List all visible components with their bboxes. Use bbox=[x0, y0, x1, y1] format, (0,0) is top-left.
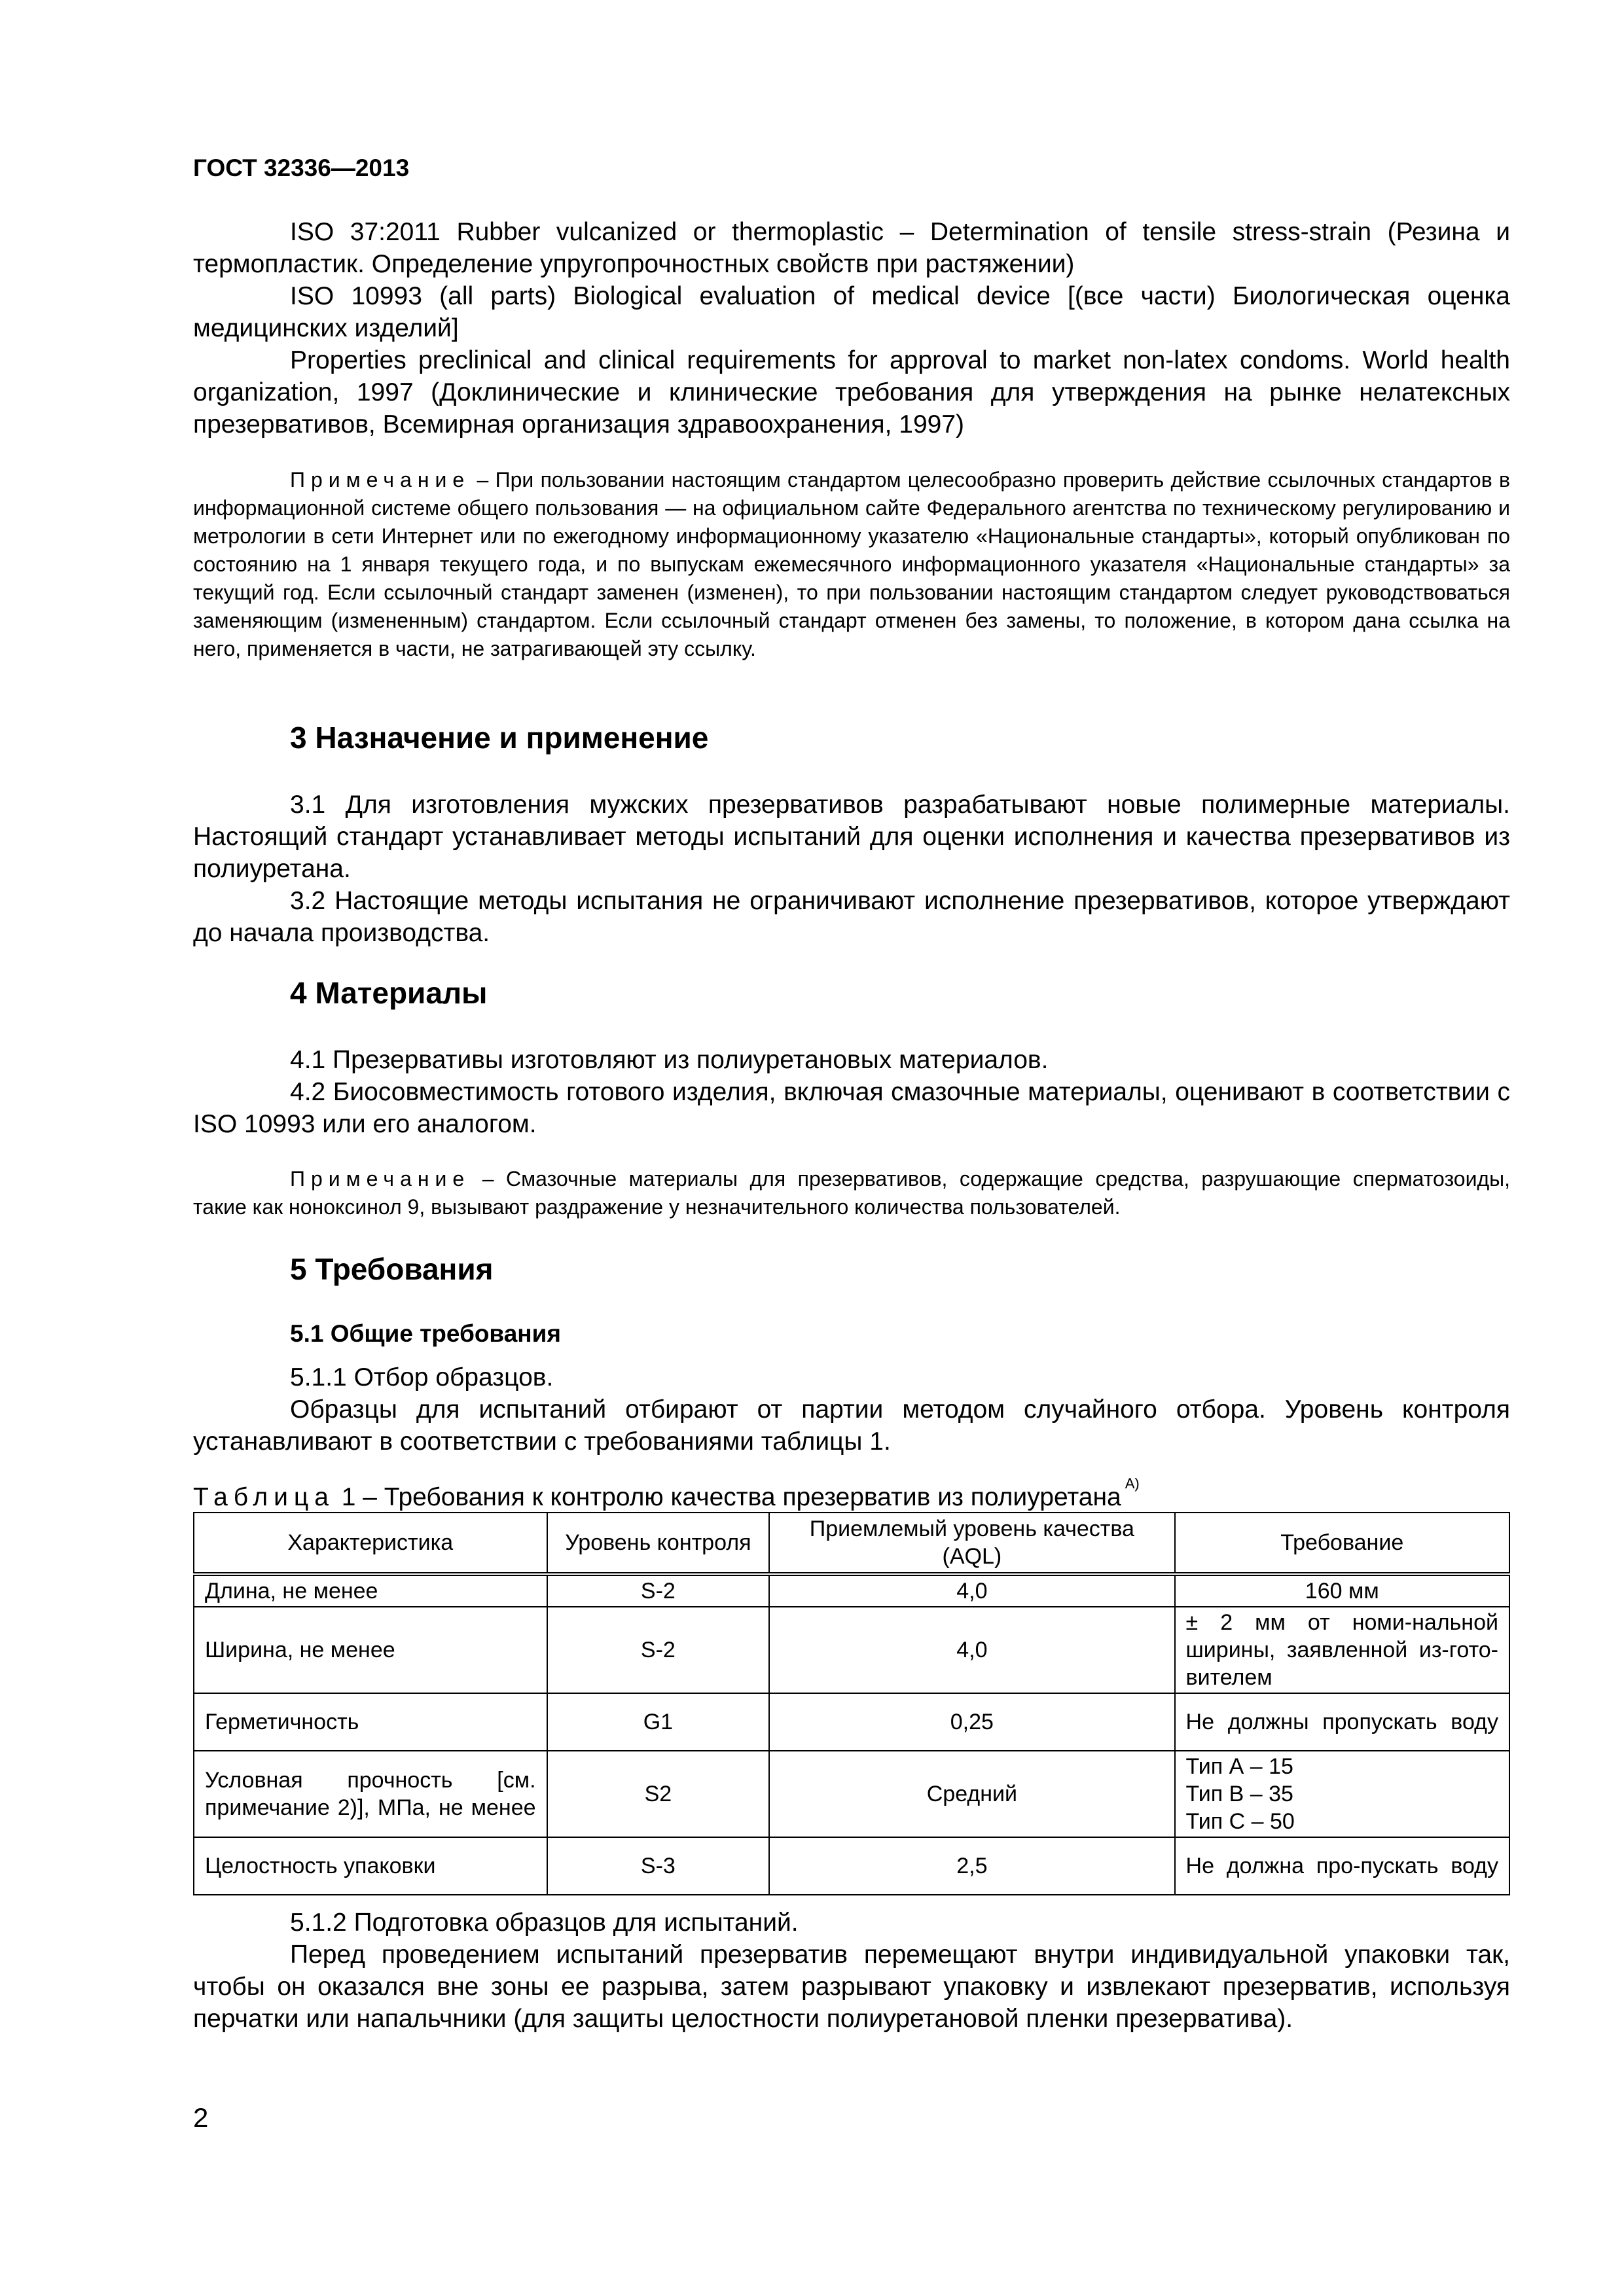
cell-control-level: S2 bbox=[547, 1751, 770, 1837]
cell-characteristic: Герметичность bbox=[194, 1693, 547, 1751]
requirements-table bbox=[193, 1512, 1510, 1895]
column-header-requirement: Требование bbox=[1175, 1513, 1509, 1574]
cell-requirement: 160 мм bbox=[1175, 1574, 1509, 1607]
column-header-aql: Приемлемый уровень качества (AQL) bbox=[769, 1513, 1174, 1574]
note-label: Примечание bbox=[290, 1167, 471, 1191]
column-header-characteristic: Характеристика bbox=[194, 1513, 547, 1574]
paragraph-4-2: 4.2 Биосовместимость готового изделия, включая смазочные материалы, оценивают в соответствии с ISO 10993 или его аналогом. bbox=[193, 1078, 1510, 1138]
table-caption-text: 1 – Требования к контролю качества презерватив из полиуретана bbox=[334, 1483, 1121, 1511]
requirement-type-c: Тип С – 50 bbox=[1185, 1809, 1295, 1834]
table-row bbox=[194, 1837, 1509, 1895]
table-caption bbox=[193, 1475, 1140, 1512]
cell-control-level: S-2 bbox=[547, 1607, 770, 1693]
cell-requirement: Не должна про-пускать воду bbox=[1175, 1837, 1509, 1895]
cell-aql: 4,0 bbox=[769, 1574, 1174, 1607]
column-header-control-level: Уровень контроля bbox=[547, 1513, 770, 1574]
note-text: – При пользовании настоящим стандартом целесообразно проверить действие ссылочных стандартов в информационной системе общего пользования — на официальном сайте Федерального агентства по техническому регулированию и метрологии в сети Интернет или по ежегодному информационному указателю «Национальные стандарты», который опубликован по состоянию на 1 января текущего года, и по выпускам ежемесячного информационного указателя «Национальные стандарты» за текущий год. Если ссылочный стандарт заменен (изменен), то при пользовании настоящим стандартом следует руководствоваться заменяющим (измененным) стандартом. Если ссылочный стандарт отменен без замены, то положение, в котором дана ссылка на него, применяется в части, не затрагивающей эту ссылку. bbox=[193, 468, 1510, 660]
paragraph-3-1: 3.1 Для изготовления мужских презервативов разрабатывают новые полимерные материалы. Настоящий стандарт устанавливает методы испытаний для оценки исполнения и качества презервативов из полиуретана. bbox=[193, 791, 1510, 883]
cell-aql: 4,0 bbox=[769, 1607, 1174, 1693]
paragraph-5-1-1: 5.1.1 Отбор образцов. bbox=[290, 1363, 554, 1391]
reference-who-1997: Properties preclinical and clinical requirements for approval to market non-latex condoms. World health organization, 1997 (Доклинические и клинические требования для утверждения на рынке нелатексных презервативов, Всемирная организация здравоохранения, 1997) bbox=[193, 346, 1510, 439]
cell-characteristic: Длина, не менее bbox=[194, 1574, 547, 1607]
reference-iso-37: ISO 37:2011 Rubber vulcanized or thermoplastic – Determination of tensile stress-strain (Резина и термопластик. Определение упругопрочностных свойств при растяжении) bbox=[193, 218, 1510, 278]
cell-characteristic: Ширина, не менее bbox=[194, 1607, 547, 1693]
cell-characteristic: Целостность упаковки bbox=[194, 1837, 547, 1895]
table-row bbox=[194, 1574, 1509, 1607]
table-caption-footnote-mark: A) bbox=[1125, 1475, 1140, 1492]
paragraph-5-1-1-text: Образцы для испытаний отбирают от партии методом случайного отбора. Уровень контроля устанавливают в соответствии с требованиями таблицы 1. bbox=[193, 1395, 1510, 1456]
paragraph-3-2: 3.2 Настоящие методы испытания не ограничивают исполнение презервативов, которое утверждают до начала производства. bbox=[193, 887, 1510, 947]
paragraph-5-1-2: 5.1.2 Подготовка образцов для испытаний. bbox=[290, 1909, 799, 1937]
table-row bbox=[194, 1693, 1509, 1751]
table-row bbox=[194, 1751, 1509, 1837]
section-5-title: 5 Требования bbox=[290, 1252, 494, 1286]
section-4-title: 4 Материалы bbox=[290, 976, 488, 1010]
cell-requirement: Не должны пропускать воду bbox=[1175, 1693, 1509, 1751]
table-header-row bbox=[194, 1513, 1509, 1574]
reference-iso-10993: ISO 10993 (all parts) Biological evaluation of medical device [(все части) Биологическая оценка медицинских изделий] bbox=[193, 282, 1510, 342]
table-row bbox=[194, 1607, 1509, 1693]
cell-requirement bbox=[1175, 1751, 1509, 1837]
cell-characteristic: Условная прочность [см. примечание 2)], МПа, не менее bbox=[194, 1751, 547, 1837]
page-number: 2 bbox=[193, 2102, 209, 2133]
cell-aql: 0,25 bbox=[769, 1693, 1174, 1751]
subsection-5-1-title: 5.1 Общие требования bbox=[290, 1320, 561, 1347]
note-text: – Смазочные материалы для презервативов, содержащие средства, разрушающие сперматозоиды, такие как ноноксинол 9, вызывают раздражение у незначительного количества пользователей. bbox=[193, 1167, 1510, 1219]
cell-requirement: ± 2 мм от номи-нальной ширины, заявленной из-гото-вителем bbox=[1175, 1607, 1509, 1693]
note-label: Примечание bbox=[290, 468, 471, 492]
note-lubricants bbox=[193, 1165, 1510, 1221]
requirement-type-a: Тип А – 15 bbox=[1185, 1754, 1293, 1779]
standard-code: ГОСТ 32336—2013 bbox=[193, 154, 410, 181]
paragraph-4-1: 4.1 Презервативы изготовляют из полиуретановых материалов. bbox=[290, 1046, 1049, 1074]
table-caption-label: Таблица bbox=[193, 1483, 334, 1511]
section-3-title: 3 Назначение и применение bbox=[290, 721, 709, 755]
cell-control-level: S-3 bbox=[547, 1837, 770, 1895]
paragraph-5-1-2-text: Перед проведением испытаний презерватив перемещают внутри индивидуальной упаковки так, чтобы он оказался вне зоны ее разрыва, затем разрывают упаковку и извлекают презерватив, используя перчатки или напальчники (для защиты целостности полиуретановой пленки презерватива). bbox=[193, 1941, 1510, 2033]
cell-aql: 2,5 bbox=[769, 1837, 1174, 1895]
requirement-type-b: Тип В – 35 bbox=[1185, 1782, 1293, 1806]
note-references bbox=[193, 466, 1510, 663]
cell-control-level: G1 bbox=[547, 1693, 770, 1751]
cell-control-level: S-2 bbox=[547, 1574, 770, 1607]
cell-aql: Средний bbox=[769, 1751, 1174, 1837]
